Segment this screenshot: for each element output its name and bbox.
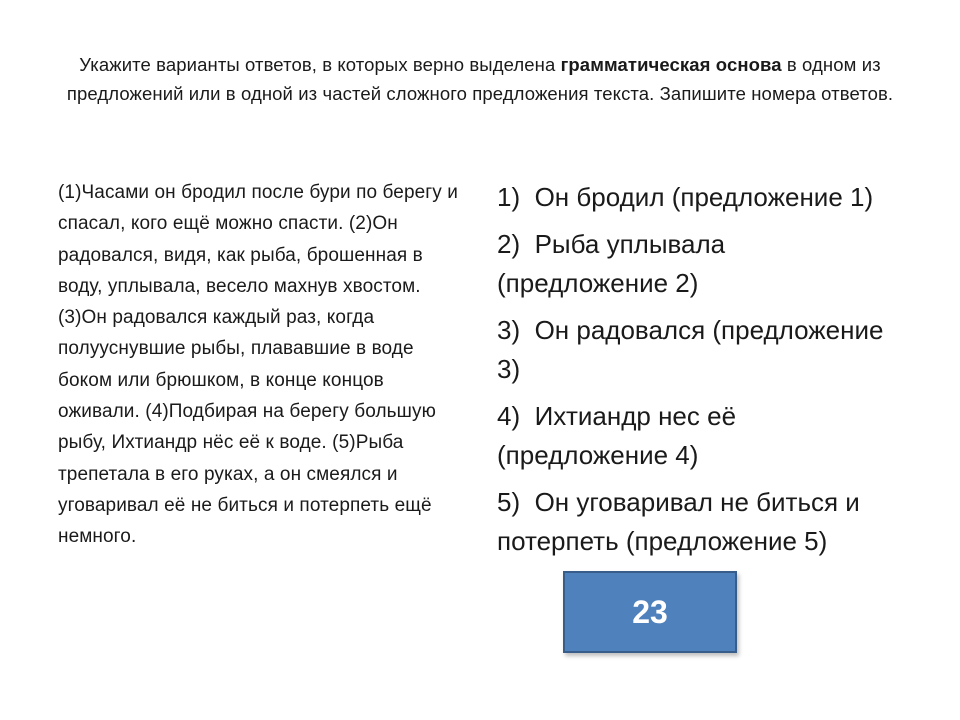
instruction-part-2: в одном из предложений или в одной из частей сложного предложения текста. Запишите номера ответов. bbox=[66, 54, 894, 104]
answer-number: 2) bbox=[497, 229, 521, 259]
answer-option-1 bbox=[497, 178, 897, 217]
answer-text: Ихтиандр нес её (предложение 4) bbox=[497, 401, 737, 470]
answer-reveal-button[interactable] bbox=[563, 571, 737, 653]
answer-option-5 bbox=[497, 483, 897, 561]
task-instruction bbox=[48, 50, 912, 108]
answer-option-3 bbox=[497, 311, 897, 389]
answer-options-list bbox=[497, 178, 897, 569]
answer-text: Он радовался (предложение 3) bbox=[497, 315, 884, 384]
answer-option-2 bbox=[497, 225, 897, 303]
instruction-part-1: Укажите варианты ответов, в которых верно выделена bbox=[79, 54, 561, 75]
answer-value: 23 bbox=[632, 593, 668, 630]
answer-number: 3) bbox=[497, 315, 521, 345]
answer-text: Рыба уплывала (предложение 2) bbox=[497, 229, 726, 298]
answer-number: 1) bbox=[497, 182, 521, 212]
answer-number: 5) bbox=[497, 487, 521, 517]
instruction-bold-term: грамматическая основа bbox=[560, 54, 782, 75]
answer-text: Он уговаривал не биться и потерпеть (предложение 5) bbox=[497, 487, 860, 556]
source-text: (1)Часами он бродил после бури по берегу и спасал, кого ещё можно спасти. (2)Он радовался, видя, как рыба, брошенная в воду, уплывала, весело махнув хвостом. (3)Он радовался каждый раз, когда полууснувшие рыбы, плававшие в воде боком или брюшком, в конце концов оживали. (4)Подбирая на берегу большую рыбу, Ихтиандр нёс её к воде. (5)Рыба трепетала в его руках, а он смеялся и уговаривал её не биться и потерпеть ещё немного. bbox=[58, 182, 458, 548]
answer-text: Он бродил (предложение 1) bbox=[534, 182, 874, 212]
answer-option-4 bbox=[497, 397, 897, 475]
answer-number: 4) bbox=[497, 401, 521, 431]
